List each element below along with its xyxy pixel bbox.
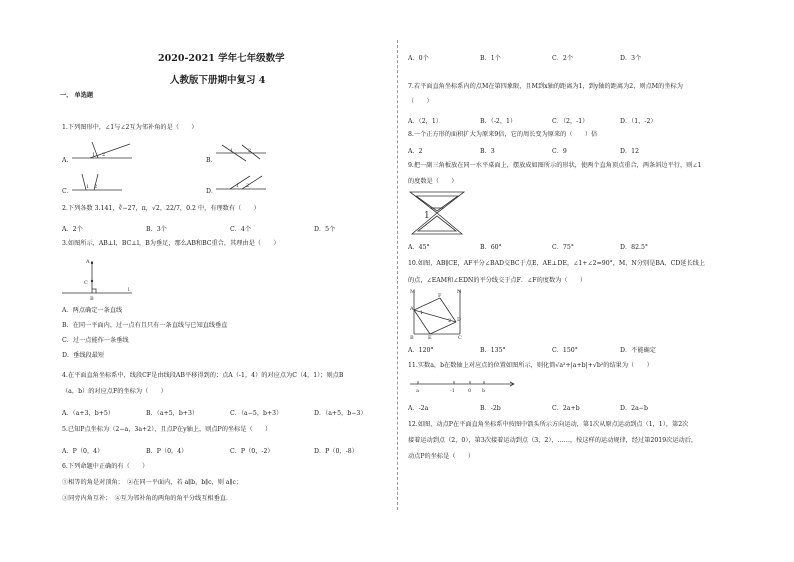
q10-label-f: F: [438, 293, 442, 299]
doc-title: 2020-2021 学年七年级数学: [158, 53, 285, 64]
svg-text:1: 1: [236, 183, 240, 189]
q8-option-a: A．2: [408, 148, 423, 155]
doc-subtitle: 人教版下册期中复习 4: [170, 75, 266, 86]
q1-option-b: B．: [206, 157, 217, 164]
svg-text:2: 2: [246, 183, 250, 189]
q5-option-a: A．P（0，4）: [62, 448, 104, 455]
q11-option-d: D．2a−b: [620, 405, 648, 412]
svg-text:1: 1: [86, 184, 90, 190]
question-5: 5.已知P点坐标为（2−a，3a+2），且点P在y轴上，则点P的坐标是（ ）: [62, 426, 272, 433]
svg-text:2: 2: [248, 148, 252, 154]
q1-option-d: D．: [206, 188, 218, 195]
q1-option-c: C．: [62, 188, 73, 195]
q5-option-b: B．P（0，4）: [146, 448, 188, 455]
question-2: 2.下列各数 3.141，∛−27，π，√2，22/7，0.2 中，有理数有（ ）: [62, 205, 260, 212]
q7-option-b: B．（-2，1）: [480, 118, 517, 125]
q11-label-zero: 0: [468, 388, 472, 394]
svg-text:1: 1: [92, 152, 96, 158]
q10-angle-1: 1: [420, 310, 424, 316]
q5-option-c: C．P（0，-2）: [230, 448, 274, 455]
q4-option-b: B．（a+5，b+3）: [146, 410, 199, 417]
q3-label-a: A: [86, 259, 90, 265]
q7-option-a: A．（2，1）: [408, 118, 442, 125]
q11-option-b: B．-2b: [480, 405, 501, 412]
q7-option-d: D．（1，-2）: [620, 118, 657, 125]
q2-option-b: B．3个: [146, 226, 167, 233]
q10-option-c: C．150°: [552, 347, 578, 354]
q1-figure-c: [72, 172, 122, 194]
q10-label-b: B: [410, 335, 414, 341]
q3-label-b: B: [90, 296, 94, 302]
q6-statement-line2: ③同旁内角互补； ④互为邻补角的两角的角平分线互相垂直．: [62, 495, 233, 502]
q11-number-line: [410, 378, 520, 394]
q10-label-m: M: [410, 289, 416, 295]
q4-option-a: A．（a+3，b+5）: [62, 410, 115, 417]
column-divider: [397, 40, 398, 510]
question-4-line1: 4.在平面直角坐标系中，线段CF是由线段AB平移得到的；点A（-1，4）的对应点为C（4，1）；则点B: [62, 372, 344, 379]
q6-option-b: B．1个: [480, 55, 501, 62]
q3-label-c: C: [84, 280, 88, 286]
question-4-line2: （a，b）的对应点F的坐标为（ ）: [62, 388, 167, 395]
q9-figure: [410, 190, 466, 236]
q9-option-b: B．60°: [480, 244, 502, 251]
q10-label-a: A: [410, 306, 414, 312]
q3-option-d: D．垂线段最短: [62, 352, 105, 359]
q8-option-c: C．9: [552, 148, 567, 155]
question-10-line2: 的点，∠EAM和∠EDN的平分线交于点F．∠F的度数为（ ）: [408, 277, 587, 284]
q8-option-d: D．12: [620, 148, 640, 155]
q3-option-a: A．两点确定一条直线: [62, 307, 123, 314]
q6-statement-line1: ①相等的角是对顶角； ②在同一平面内，若 a∥b，b∥c，则 a∥c；: [62, 479, 243, 486]
question-6: 6.下列命题中正确的有（ ）: [62, 463, 149, 470]
q10-label-e: E: [428, 335, 432, 341]
q10-option-a: A．120°: [408, 347, 434, 354]
question-1: 1.下列图形中，∠1与∠2互为邻补角的是（ ）: [62, 124, 198, 131]
q6-option-d: D．3个: [620, 55, 642, 62]
svg-text:2: 2: [94, 184, 98, 190]
question-12-line3: 动点P的坐标是（ ）: [408, 453, 475, 460]
svg-text:1: 1: [230, 148, 234, 154]
question-12-line2: 接着运动到点（2，0），第3次接着运动到点（3，2），……，按这样的运动规律，经过第2019次运动后，: [408, 437, 698, 444]
q4-option-c: C．（a−5，b+3）: [230, 410, 283, 417]
q10-angle-2: 2: [448, 318, 452, 324]
question-12-line1: 12.如图，动点P在平面直角坐标系中按图中箭头所示方向运动，第1次从原点运动到点（1，1），第2次: [408, 421, 689, 428]
q4-option-d: D．（a+5，b−3）: [314, 410, 367, 417]
q11-label-b: b: [482, 388, 486, 394]
q11-option-c: C．2a+b: [552, 405, 580, 412]
question-11: 11.实数a，b在数轴上对应点的位置如图所示，则化简√a²+|a+b|+√b²的结果为（ ）: [408, 362, 653, 369]
q10-label-n: N: [457, 289, 462, 295]
question-9-line1: 9.把一副三角板放在同一水平桌面上，摆放成如图所示的形状，使两个直角顶点重合，两条斜边平行，则∠1: [408, 162, 702, 169]
q1-option-a: A．: [62, 157, 73, 164]
q1-figure-d: [216, 172, 266, 194]
question-9-line2: 的度数是（ ）: [408, 178, 458, 185]
question-3: 3.如图所示，AB⊥l，BC⊥l，B为垂足，那么AB和BC重合，其理由是（ ）: [62, 240, 280, 247]
q10-option-b: B．135°: [480, 347, 506, 354]
q9-option-c: C．75°: [552, 244, 574, 251]
q2-option-d: D．5个: [314, 226, 336, 233]
q10-label-d: D: [457, 317, 462, 323]
section-heading: 一、 单选题: [60, 92, 94, 99]
q10-option-d: D．不能确定: [620, 347, 656, 354]
q1-figure-b: [216, 143, 266, 163]
q5-option-d: D．P（0，-8）: [314, 448, 358, 455]
q11-option-a: A．-2a: [408, 405, 429, 412]
q8-option-b: B．3: [480, 148, 495, 155]
q11-label-a: a: [416, 388, 419, 394]
q3-option-c: C．过一点能作一条垂线: [62, 337, 129, 344]
q9-option-d: D．82.5°: [620, 244, 649, 251]
q11-label-minus-one: -1: [450, 388, 455, 394]
q2-option-c: C．4个: [230, 226, 252, 233]
q7-option-c: C．（2，-1）: [552, 118, 589, 125]
q3-label-l: l: [128, 287, 130, 293]
question-8: 8.一个正方形的面积扩大为原来9倍，它的周长变为原来的（ ）倍: [408, 131, 598, 138]
q3-figure: [62, 253, 132, 301]
question-7-line2: （ ）: [408, 98, 433, 105]
svg-text:2: 2: [102, 152, 106, 158]
q1-figure-a: [72, 140, 132, 162]
q3-option-b: B．在同一平面内，过一点有且只有一条直线与已知直线垂直: [62, 322, 228, 329]
question-7-line1: 7.若平面直角坐标系内的点M在第四象限，且M到x轴的距离为1，到y轴的距离为2，则点M的坐标为: [408, 83, 683, 90]
q2-option-a: A．2个: [62, 226, 83, 233]
q9-option-a: A．45°: [408, 244, 430, 251]
q10-label-c: C: [458, 335, 462, 341]
q6-option-c: C．2个: [552, 55, 574, 62]
q6-option-a: A．0个: [408, 55, 429, 62]
q10-figure: [410, 288, 466, 341]
question-10-line1: 10.如图，AB∥CE，AF平分∠BAD交BC于点E，AE⊥DE，∠1+∠2=90°，M、N分别是BA、CD延长线上: [408, 260, 706, 267]
q9-angle-label: 1: [424, 211, 430, 221]
